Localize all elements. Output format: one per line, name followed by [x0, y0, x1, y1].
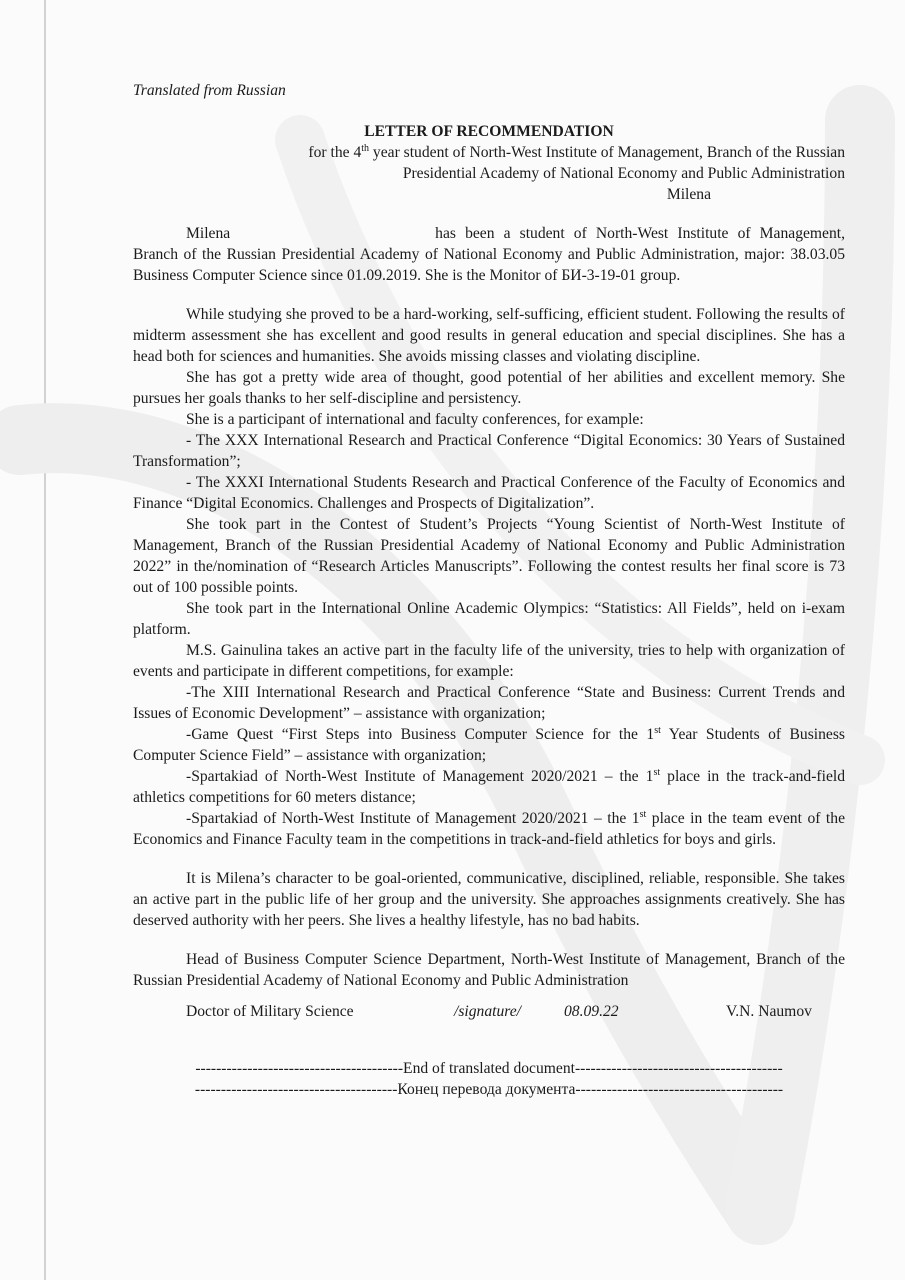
student-name: Milena	[666, 186, 711, 203]
paragraph-9: -The XIII International Research and Practical Conference “State and Business: Current Trends and Issues of Economic Development” – assistance with organization;	[133, 684, 845, 722]
subtitle-line-2: Presidential Academy of National Economy and Public Administration	[402, 165, 845, 182]
superscript: st	[654, 724, 661, 736]
end-marker-english: ----------------------------------------End of translated document----------------------------------------	[195, 1060, 783, 1077]
end-marker-russian: ---------------------------------------Конец перевода документа----------------------------------------	[194, 1081, 784, 1098]
signer-name: V.N. Naumov	[726, 1003, 812, 1020]
end-of-translation	[133, 1058, 845, 1100]
superscript: st	[639, 808, 647, 820]
paragraph-text: -Game Quest “First Steps into Business Computer Science for the 1	[186, 726, 655, 743]
signature-date: 08.09.22	[564, 1003, 619, 1020]
paragraph-14: Head of Business Computer Science Department, North-West Institute of Management, Branch of the Russian Presidential Academy of National Economy and Public Administration	[133, 951, 845, 989]
intro-name: Milena	[186, 225, 231, 242]
paragraph-12	[133, 808, 845, 850]
paragraph-4: - The XXX International Research and Practical Conference “Digital Economics: 30 Years of Sustained Transformation”;	[133, 432, 845, 470]
paragraph-2: She has got a pretty wide area of thought, good potential of her abilities and excellent memory. She pursues her goals thanks to her self-discipline and persistency.	[133, 369, 845, 407]
paragraph-11	[133, 766, 845, 808]
paragraph-13: It is Milena’s character to be goal-oriented, communicative, disciplined, reliable, responsible. She takes an active part in the public life of her group and the university. She approaches assignments creatively. She has deserved authority with her peers. She lives a healthy lifestyle, has no bad habits.	[133, 870, 845, 929]
intro-text: has been a student of North-West Institute of Management, Branch of the Russian Presidential Academy of National Economy and Public Administration, major: 38.03.05 Business Computer Science since 01.09.2019. She is the Monitor of БИ-3-19-01 group.	[133, 225, 845, 284]
paragraph-10	[133, 724, 845, 766]
signature-note: /signature/	[454, 1003, 521, 1020]
letter-title: LETTER OF RECOMMENDATION	[364, 123, 614, 140]
paragraph-1: While studying she proved to be a hard-working, self-sufficing, efficient student. Following the results of midterm assessment she has excellent and good results in general education and special disciplines. She has a head both for sciences and humanities. She avoids missing classes and violating discipline.	[133, 306, 845, 365]
superscript: st	[653, 766, 661, 778]
paragraph-3: She is a participant of international and faculty conferences, for example:	[186, 411, 644, 428]
page-edge	[44, 0, 46, 1280]
intro-paragraph	[133, 223, 845, 286]
translated-note: Translated from Russian	[133, 82, 286, 99]
subtitle-sup: th	[361, 142, 370, 154]
paragraph-text: Year Students of Business Computer Science Field” – assistance with organization;	[133, 726, 845, 764]
paragraph-6: She took part in the Contest of Student’s Projects “Young Scientist of North-West Institute of Management, Branch of the Russian Presidential Academy of National Economy and Public Administration 2022” in the/nomination of “Research Articles Manuscripts”. Following the contest results her final score is 73 out of 100 possible points.	[133, 516, 845, 596]
subtitle-text: year student of North-West Institute of Management, Branch of the Russian	[369, 144, 845, 161]
document-body	[133, 80, 845, 1100]
signature-line	[133, 1001, 845, 1022]
paragraph-text: -Spartakiad of North-West Institute of Management 2020/2021 – the 1	[186, 810, 640, 827]
subtitle-text: for the 4	[308, 144, 362, 161]
signer-degree: Doctor of Military Science	[186, 1003, 354, 1020]
paragraph-7: She took part in the International Online Academic Olympics: “Statistics: All Fields”, held on i-exam platform.	[133, 600, 845, 638]
subtitle-line-1	[133, 142, 845, 163]
paragraph-5: - The XXXI International Students Research and Practical Conference of the Faculty of Economics and Finance “Digital Economics. Challenges and Prospects of Digitalization”.	[133, 474, 845, 512]
paragraph-8: M.S. Gainulina takes an active part in the faculty life of the university, tries to help with organization of events and participate in different competitions, for example:	[133, 642, 845, 680]
paragraph-text: -Spartakiad of North-West Institute of Management 2020/2021 – the 1	[186, 768, 654, 785]
paragraph-text: place in the track-and-field athletics competitions for 60 meters distance;	[133, 768, 846, 806]
paragraph-text: place in the team event of the Economics and Finance Faculty team in the competitions in track-and-field athletics for boys and girls.	[133, 810, 845, 848]
